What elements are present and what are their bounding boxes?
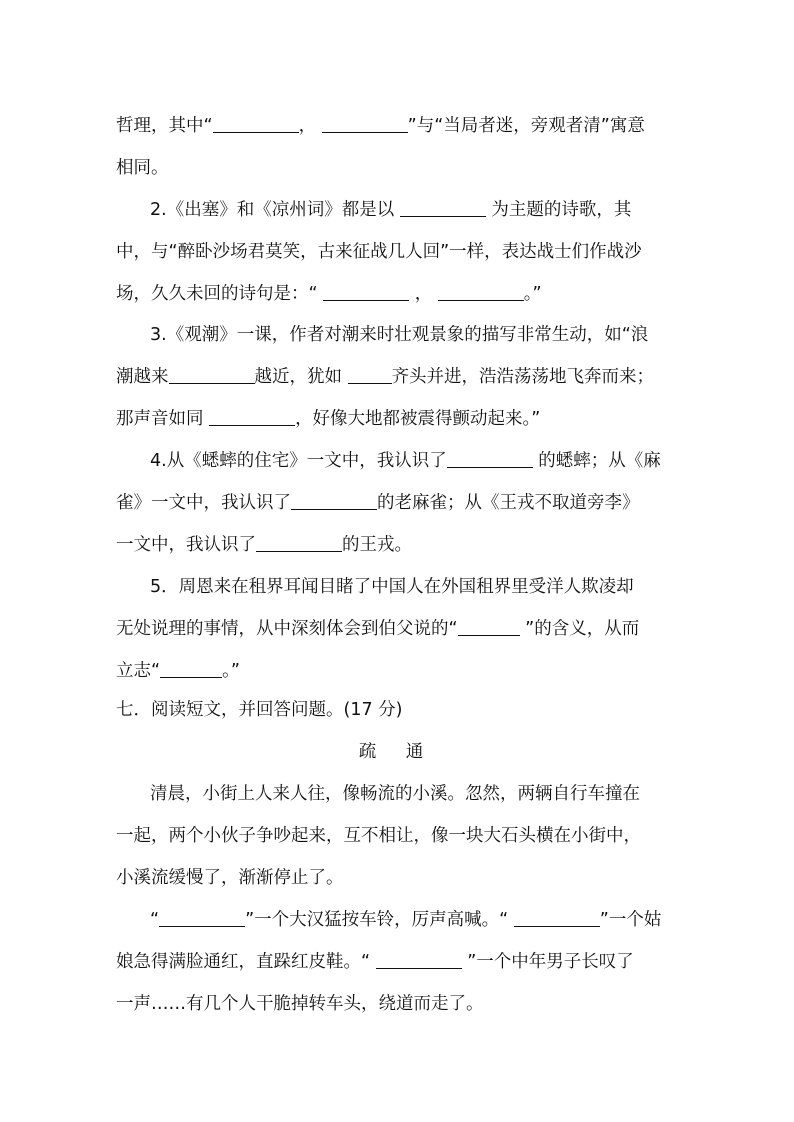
text-line [116,114,676,138]
text-segment: 小溪流缓慢了，渐渐停止了。 [116,868,344,888]
fill-in-blank[interactable] [348,365,392,384]
text-segment: 潮越来 [116,367,169,387]
text-line [116,491,676,515]
text-line [116,240,676,264]
text-line [116,866,676,890]
text-segment: 中，与“醉卧沙场君莫笑，古来征战几人回”一样，表达战士们作战沙 [116,242,642,262]
text-segment: 。” [523,284,542,304]
text-segment: 的蟋蟀；从《麻 [532,451,661,471]
question-2-line-1 [150,198,676,222]
text-segment: 相同。 [116,158,169,178]
text-segment: 无处说理的事情，从中深刻体会到伯父说的“ [116,619,458,639]
fill-in-blank[interactable] [323,282,409,301]
text-segment: 雀》一文中，我认识了 [116,493,291,513]
text-segment: 立志“ [116,661,161,681]
fill-in-blank[interactable] [209,407,295,426]
text-segment: ，好像大地都被震得颤动起来。” [295,409,541,429]
text-segment: 一文中，我认识了 [116,535,256,555]
text-segment: ”的含义，从而 [519,619,640,639]
text-segment: ”一个大汉猛按车铃，厉声高喊。“ [245,910,514,930]
text-segment: ， [298,116,322,136]
story-paragraph-2 [150,908,676,932]
text-line [116,282,676,306]
text-segment: ”一个中年男子长叹了 [461,952,634,972]
text-segment: ”一个姑 [599,910,662,930]
fill-in-blank[interactable] [169,365,255,384]
text-segment: 一起，两个小伙子争吵起来，互不相让，像一块大石头横在小街中， [116,826,641,846]
text-line [116,824,676,848]
text-segment: 越近，犹如 [254,367,348,387]
fill-in-blank[interactable] [458,617,520,636]
fill-in-blank[interactable] [376,950,462,969]
fill-in-blank[interactable] [322,114,408,133]
section-heading [116,698,676,722]
text-line [116,407,676,431]
text-segment: 清晨，小街上人来人往，像畅流的小溪。忽然，两辆自行车撞在 [150,784,640,804]
text-segment: 娘急得满脸通红，直跺红皮鞋。“ [116,952,376,972]
text-line [116,365,676,389]
text-line [116,156,676,180]
text-segment: 那声音如同 [116,409,210,429]
fill-in-blank[interactable] [400,198,486,217]
text-line [116,533,676,557]
text-segment: 场，久久未回的诗句是：“ [116,284,324,304]
question-4-line-1 [150,449,676,473]
text-segment: 3.《观潮》一课，作者对潮来时壮观景象的描写非常生动，如“浪 [150,325,649,345]
text-segment: 2.《出塞》和《凉州词》都是以 [150,200,400,220]
text-segment: “ [150,910,160,930]
text-segment: ， [409,284,438,304]
fill-in-blank[interactable] [514,908,600,927]
question-3-line-1 [150,323,676,347]
text-segment: 哲理，其中“ [116,116,213,136]
text-segment: ”与“当局者迷，旁观者清”寓意 [407,116,645,136]
text-segment: 5．周恩来在租界耳闻目睹了中国人在外国租界里受洋人欺凌却 [150,577,634,597]
text-line [116,992,676,1016]
text-segment: 。” [222,661,240,681]
text-segment: 4.从《蟋蟀的住宅》一文中，我认识了 [150,451,447,471]
text-segment: 七．阅读短文，并回答问题。(17 分) [116,700,403,720]
text-segment: 的老麻雀；从《王戎不取道旁李》 [377,493,640,513]
fill-in-blank[interactable] [159,908,245,927]
fill-in-blank[interactable] [213,114,299,133]
text-segment: 一声……有几个人干脆掉转车头，绕道而走了。 [116,994,484,1014]
text-segment: 的王戎。 [342,535,412,555]
text-segment: 为主题的诗歌，其 [485,200,632,220]
fill-in-blank[interactable] [256,533,342,552]
text-line [116,659,676,683]
story-paragraph-1 [150,782,676,806]
question-5-line-1 [150,575,676,599]
fill-in-blank[interactable] [160,659,222,678]
story-title: 疏 通 [358,742,436,762]
text-line [116,950,676,974]
fill-in-blank[interactable] [291,491,377,510]
text-line [116,617,676,641]
fill-in-blank[interactable] [447,449,533,468]
fill-in-blank[interactable] [438,282,524,301]
text-segment: 齐头并进，浩浩荡荡地飞奔而来； [391,367,655,387]
